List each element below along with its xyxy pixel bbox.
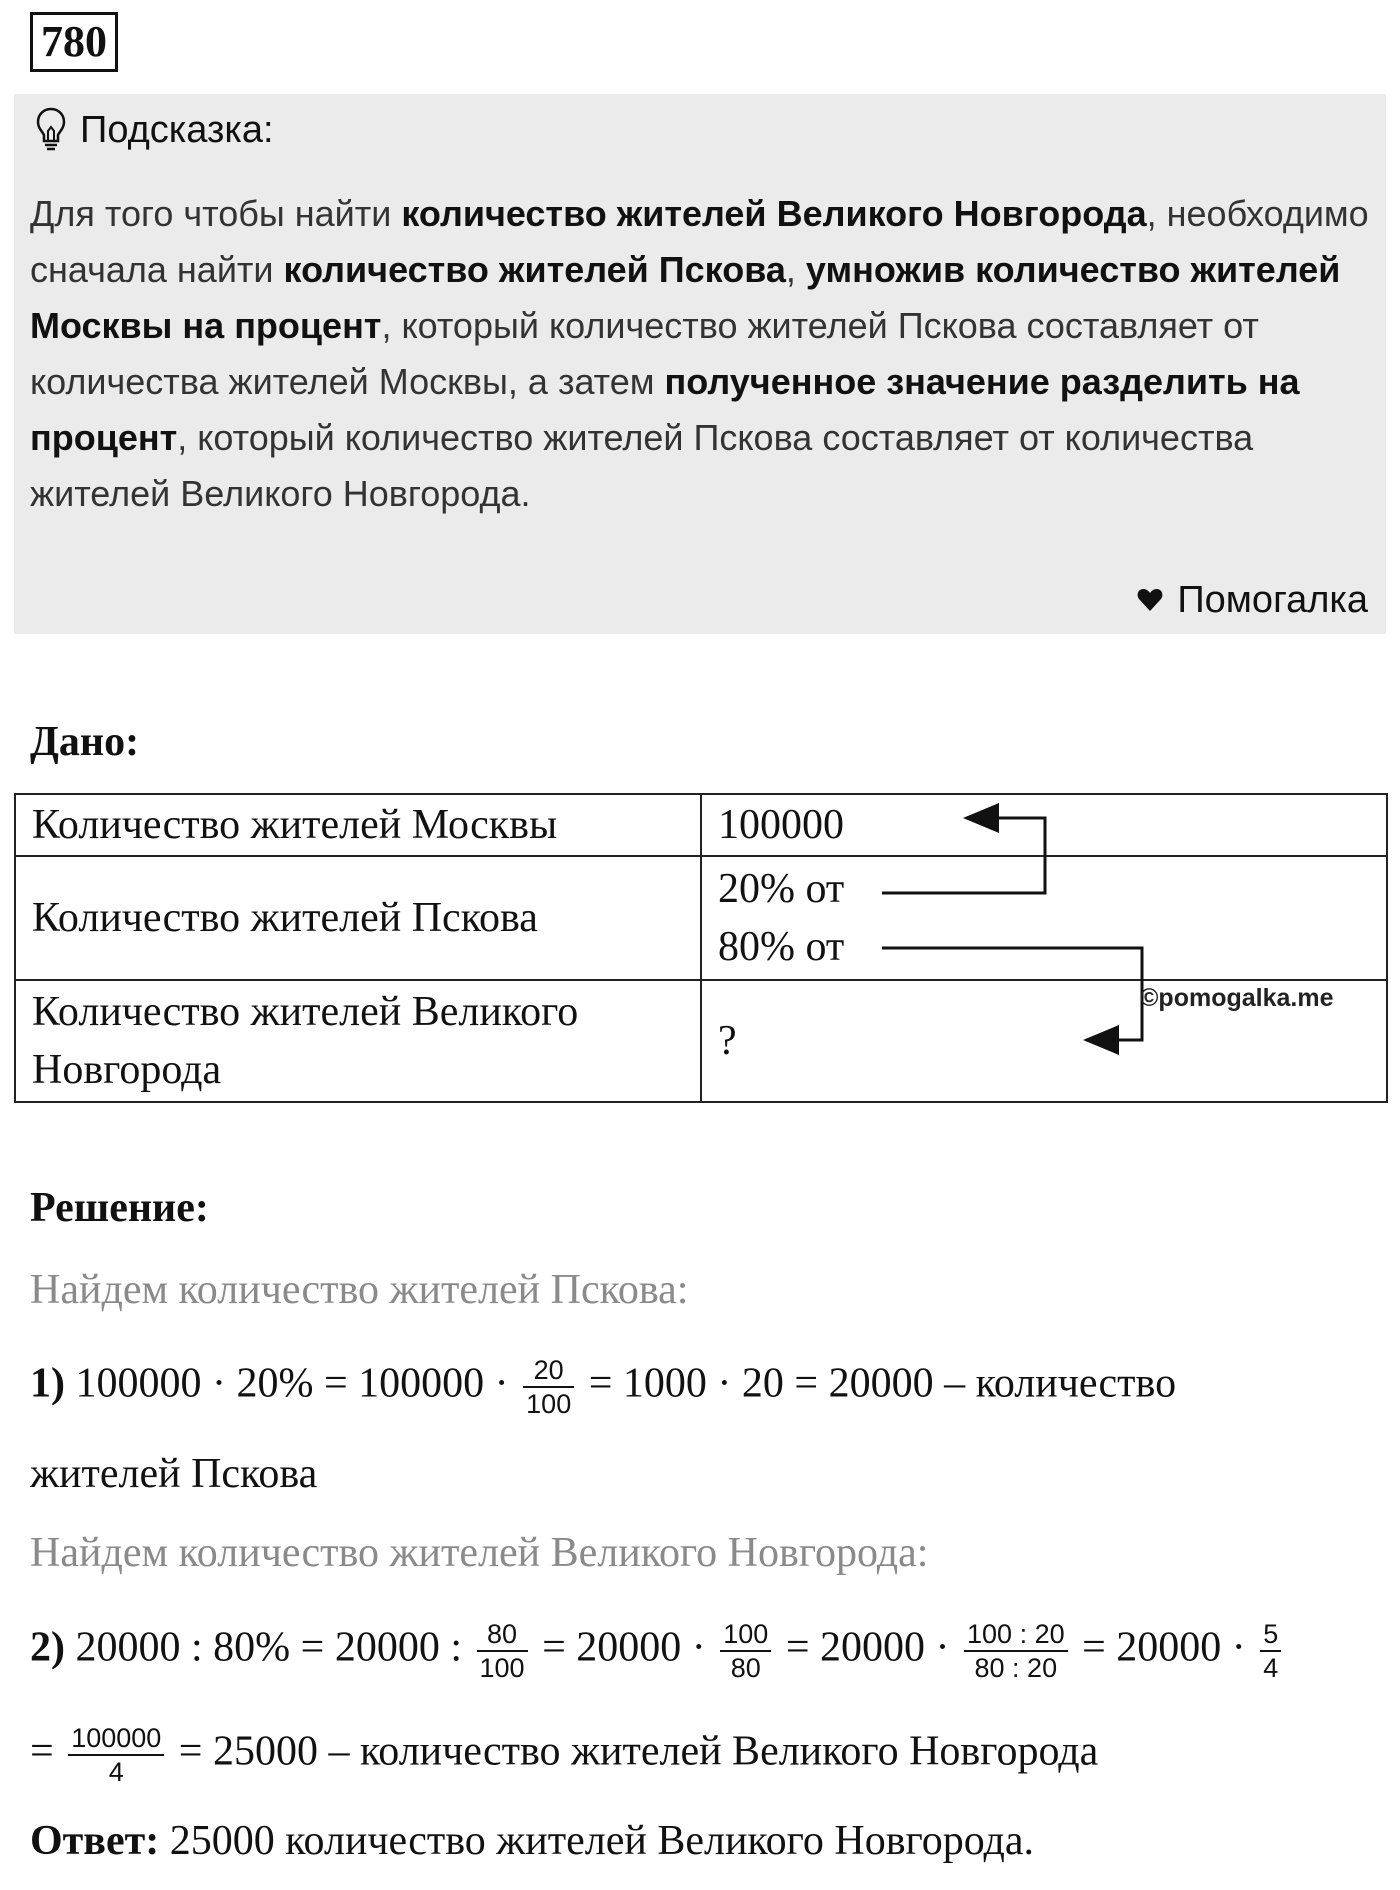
- fraction-numerator: 80: [487, 1619, 518, 1649]
- step2-fraction-4: [1260, 1618, 1281, 1684]
- fraction-denominator: 100: [523, 1386, 574, 1420]
- fraction-denominator: 4: [1260, 1650, 1281, 1684]
- step2-intro: Найдем количество жителей Великого Новгорода:: [30, 1530, 929, 1576]
- fraction-numerator: 20: [533, 1355, 564, 1385]
- step1-continuation: жителей Пскова: [30, 1451, 318, 1497]
- step2-fraction-2: [720, 1618, 771, 1684]
- step2-number: 2): [30, 1624, 65, 1671]
- row-label-pskov: Количество жителей Пскова: [15, 856, 701, 980]
- hint-segment: полученное значение разделить на процент: [30, 361, 1300, 458]
- solution-title: Решение:: [30, 1185, 209, 1231]
- hint-segment: , необходимо сначала найти: [30, 193, 1369, 290]
- row-value-pskov: [701, 856, 1387, 980]
- row-value-novgorod: ?: [701, 980, 1387, 1102]
- step1-expr-b: = 1000 · 20 = 20000 – количество: [578, 1360, 1177, 1407]
- fraction-denominator: 4: [68, 1754, 164, 1788]
- watermark: ©pomogalka.me: [1140, 984, 1334, 1012]
- table-row: [15, 856, 1387, 980]
- given-table: [14, 793, 1388, 1103]
- step2-expr-d: = 20000 ·: [1071, 1624, 1257, 1671]
- hint-box: [14, 94, 1386, 634]
- fraction-denominator: 80: [720, 1650, 771, 1684]
- row-label-moscow: Количество жителей Москвы: [15, 794, 701, 856]
- fraction-numerator: 100000: [71, 1723, 162, 1753]
- table-row: [15, 794, 1387, 856]
- brand-label: Помогалка: [1177, 579, 1368, 621]
- step2-expr-c: = 20000 ·: [775, 1624, 961, 1671]
- fraction-numerator: 100: [723, 1619, 769, 1649]
- lightbulb-icon: [36, 107, 66, 153]
- step1-fraction: [523, 1354, 574, 1420]
- step2-expr-a: 20000 : 80% = 20000 :: [65, 1624, 473, 1671]
- fraction-numerator: 5: [1263, 1619, 1279, 1649]
- novgorod-label-1: Количество жителей Великого: [32, 989, 579, 1035]
- step2-continuation: [30, 1722, 1098, 1788]
- hint-title: Подсказка:: [80, 109, 274, 151]
- answer-label: Ответ:: [30, 1818, 160, 1864]
- step1-number: 1): [30, 1360, 65, 1407]
- hint-segment: ,: [785, 249, 806, 290]
- step2-expr-b: = 20000 ·: [531, 1624, 717, 1671]
- step2-fraction-3: [964, 1618, 1068, 1684]
- step2-fraction-5: [68, 1722, 164, 1788]
- step1-line: [30, 1354, 1176, 1420]
- hint-segment: количество жителей Великого Новгорода: [401, 193, 1147, 234]
- step1-intro: Найдем количество жителей Пскова:: [30, 1267, 689, 1313]
- hint-segment: , который количество жителей Пскова составляет от количества жителей Москвы, а затем: [30, 305, 1259, 402]
- answer-text: 25000 количество жителей Великого Новгорода.: [159, 1818, 1035, 1864]
- novgorod-label-2: Новгорода: [32, 1047, 222, 1093]
- fraction-numerator: 100 : 20: [967, 1619, 1065, 1649]
- step2-cont-a: =: [30, 1728, 65, 1775]
- pskov-value-2: 80% от: [718, 924, 845, 970]
- row-value-moscow: 100000: [701, 794, 1387, 856]
- problem-number: 780: [30, 12, 118, 72]
- hint-brand[interactable]: [1137, 572, 1368, 628]
- hint-header: [36, 102, 274, 158]
- heart-icon: [1137, 588, 1163, 612]
- hint-segment: Для того чтобы найти: [30, 193, 402, 234]
- step1-expr-a: 100000 · 20% = 100000 ·: [65, 1360, 520, 1407]
- fraction-denominator: 100: [477, 1650, 528, 1684]
- pskov-value-1: 20% от: [718, 866, 845, 912]
- answer-line: [30, 1813, 1034, 1869]
- row-label-novgorod: [15, 980, 701, 1102]
- step2-fraction-1: [477, 1618, 528, 1684]
- given-title: Дано:: [30, 719, 140, 765]
- hint-segment: количество жителей Пскова: [283, 249, 786, 290]
- step2-line: [30, 1618, 1285, 1684]
- hint-text: [30, 186, 1375, 522]
- hint-segment: , который количество жителей Пскова составляет от количества жителей Великого Новгорода.: [30, 417, 1254, 514]
- step2-cont-b: = 25000 – количество жителей Великого Новгорода: [168, 1728, 1099, 1775]
- fraction-denominator: 80 : 20: [964, 1650, 1068, 1684]
- hint-segment: умножив количество жителей Москвы на процент: [30, 249, 1341, 346]
